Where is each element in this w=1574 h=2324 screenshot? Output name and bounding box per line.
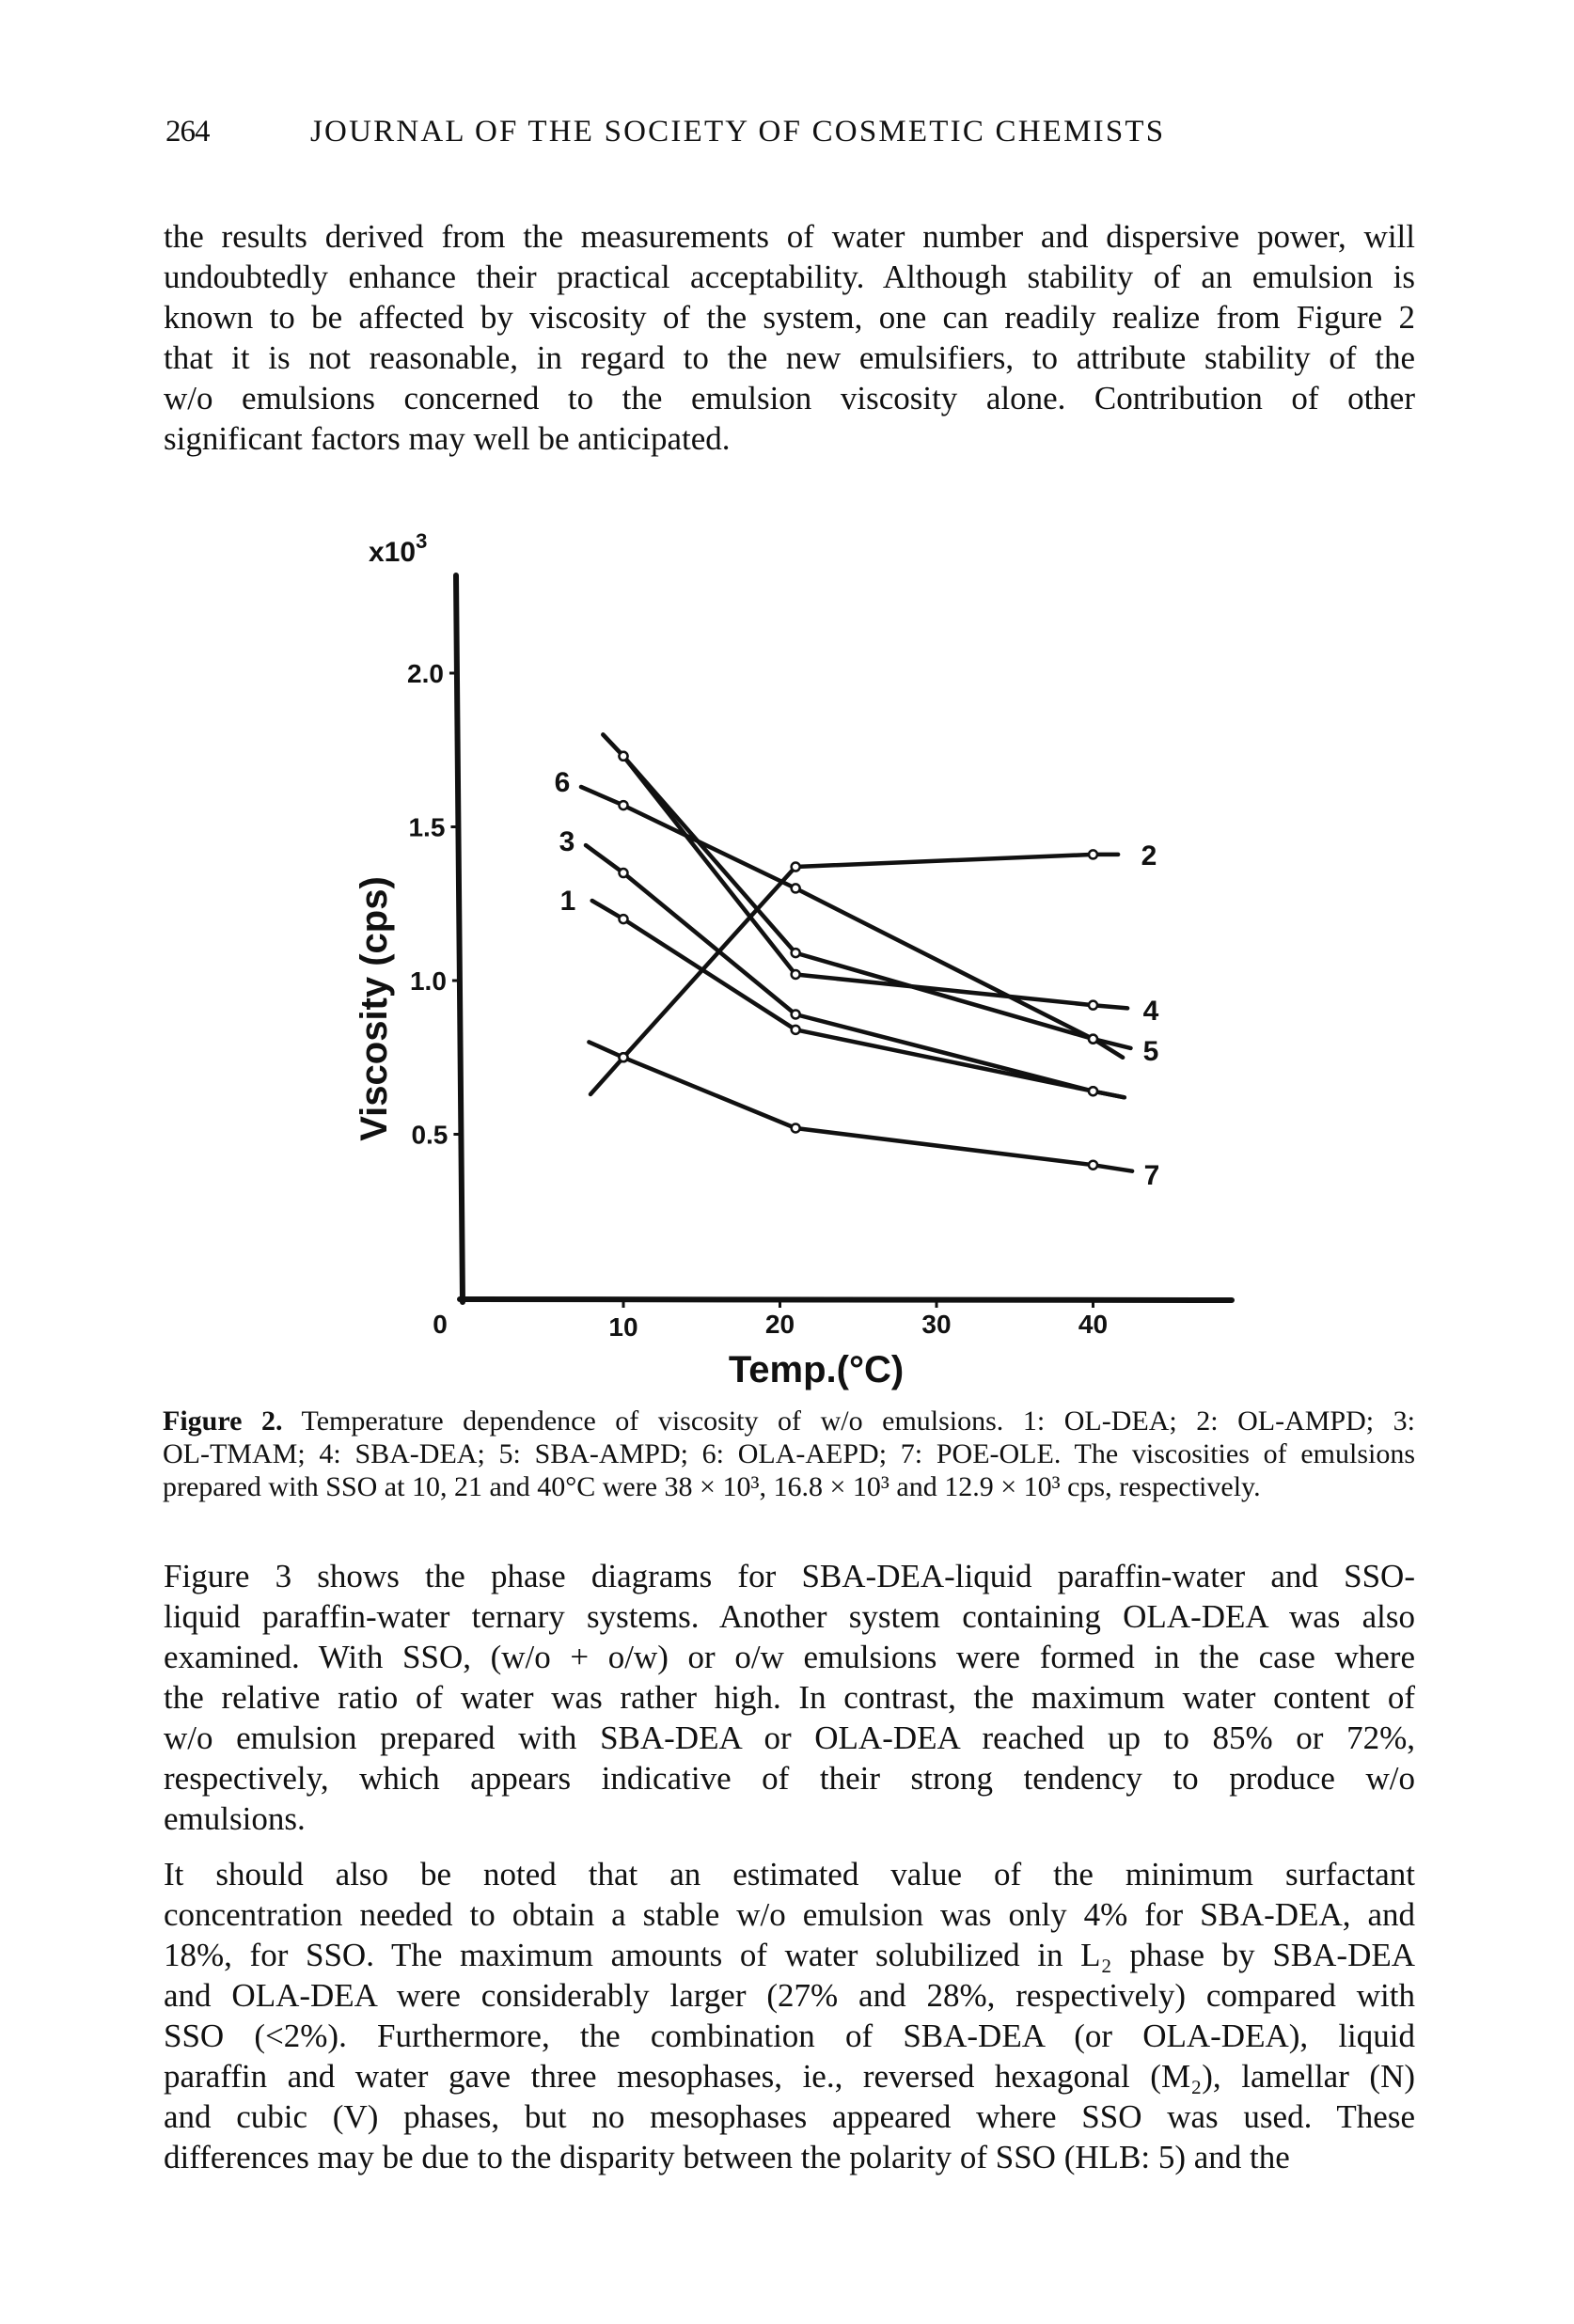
series-label: 1 xyxy=(559,886,576,917)
data-point xyxy=(620,869,628,877)
series-line xyxy=(586,845,1125,1097)
data-point xyxy=(792,949,800,957)
text-line: w/o emulsions concerned to the emulsion viscosity alone. Contribution of other xyxy=(164,380,1415,416)
x-tick-label: 20 xyxy=(764,1310,795,1339)
chart-series xyxy=(581,734,1132,1170)
x-tick-label: 10 xyxy=(608,1312,638,1342)
text-line: SSO (<2%). Furthermore, the combination of SBA-DEA (or OLA-DEA), liquid xyxy=(164,2018,1415,2054)
text-line: the results derived from the measurements of water number and dispersive power, will xyxy=(164,218,1415,255)
series-line xyxy=(603,734,1130,1048)
y-multiplier-exponent: 3 xyxy=(416,529,428,553)
series-6 xyxy=(581,787,1123,1058)
series-5 xyxy=(603,734,1130,1048)
data-point xyxy=(792,1123,800,1132)
data-point xyxy=(620,801,628,809)
data-point xyxy=(792,970,800,979)
y-axis-label: Viscosity (cps) xyxy=(354,876,395,1141)
data-point xyxy=(792,884,800,892)
series-2 xyxy=(590,850,1118,1094)
text-line: emulsions. xyxy=(164,1800,306,1837)
x-axis-label: Temp.(°C) xyxy=(728,1349,905,1390)
series-label: 5 xyxy=(1142,1036,1159,1067)
text-line: known to be affected by viscosity of the system, one can readily realize from Figure 2 xyxy=(164,299,1415,336)
y-tick-label: 1.5 xyxy=(408,812,446,842)
data-point xyxy=(620,915,628,923)
chart-text xyxy=(354,529,1159,1390)
series-label: 3 xyxy=(559,826,575,857)
text-line: significant factors may well be anticipated. xyxy=(164,420,731,457)
data-point xyxy=(1089,1001,1097,1010)
series-label: 6 xyxy=(554,767,571,798)
series-line xyxy=(590,855,1118,1094)
data-point xyxy=(1089,1087,1097,1095)
caption-line: OL-TMAM; 4: SBA-DEA; 5: SBA-AMPD; 6: OLA-AEPD; 7: POE-OLE. The viscosities of emulsions xyxy=(163,1438,1415,1469)
series-4 xyxy=(603,734,1127,1009)
chart-axes xyxy=(449,575,1232,1308)
y-tick-label: 1.0 xyxy=(409,966,447,996)
data-point xyxy=(620,752,628,761)
series-line xyxy=(581,787,1123,1058)
text-line: and OLA-DEA were considerably larger (27% and 28%, respectively) compared with xyxy=(164,1977,1415,2014)
data-point xyxy=(1089,850,1097,858)
journal-title: JOURNAL OF THE SOCIETY OF COSMETIC CHEMISTS xyxy=(310,115,1166,149)
text-line: and cubic (V) phases, but no mesophases appeared where SSO was used. These xyxy=(164,2098,1415,2135)
x-axis-line xyxy=(460,1299,1232,1300)
text-line: respectively, which appears indicative of their strong tendency to produce w/o xyxy=(164,1760,1415,1797)
text-line: 18%, for SSO. The maximum amounts of water solubilized in L₂ phase by SBA-DEA xyxy=(164,1937,1415,1973)
data-point xyxy=(620,1053,628,1061)
text-line: paraffin and water gave three mesophases, ie., reversed hexagonal (M₂), lamellar (N) xyxy=(164,2058,1415,2095)
text-line: w/o emulsion prepared with SBA-DEA or OLA-DEA reached up to 85% or 72%, xyxy=(164,1719,1415,1756)
series-1 xyxy=(592,901,1125,1097)
caption-figure-label: Figure 2. xyxy=(163,1405,283,1437)
body-paragraph xyxy=(164,216,1415,459)
data-point xyxy=(792,863,800,872)
y-axis-line xyxy=(456,575,463,1302)
series-line xyxy=(592,901,1125,1097)
data-point xyxy=(792,1010,800,1018)
data-point xyxy=(620,1053,628,1061)
y-multiplier-base: x10 xyxy=(369,537,417,568)
caption-line xyxy=(163,1405,1415,1437)
figure-caption xyxy=(163,1405,1415,1503)
y-multiplier-label xyxy=(369,529,427,568)
text-line: Figure 3 shows the phase diagrams for SBA-DEA-liquid paraffin-water and SSO- xyxy=(164,1558,1415,1594)
text-line: undoubtedly enhance their practical acceptability. Although stability of an emulsion is xyxy=(164,259,1415,295)
text-line: differences may be due to the disparity between the polarity of SSO (HLB: 5) and the xyxy=(164,2139,1290,2175)
text-line: examined. With SSO, (w/o + o/w) or o/w emulsions were formed in the case where xyxy=(164,1639,1415,1675)
data-point xyxy=(1089,1035,1097,1044)
caption-line: prepared with SSO at 10, 21 and 40°C were 38 × 10³, 16.8 × 10³ and 12.9 × 10³ cps, respectively. xyxy=(163,1471,1261,1502)
series-label: 2 xyxy=(1141,840,1157,872)
data-point xyxy=(620,752,628,761)
y-tick-label: 0.5 xyxy=(411,1120,449,1150)
body-paragraph xyxy=(164,1556,1415,1839)
data-point xyxy=(1089,1087,1097,1095)
x-tick-label: 0 xyxy=(433,1310,448,1339)
series-label: 7 xyxy=(1143,1160,1160,1191)
data-point xyxy=(1089,1161,1097,1170)
text-line: It should also be noted that an estimated value of the minimum surfactant xyxy=(164,1856,1415,1892)
text-line: concentration needed to obtain a stable w/o emulsion was only 4% for SBA-DEA, and xyxy=(164,1896,1415,1933)
series-line xyxy=(589,1042,1132,1170)
text-line: liquid paraffin-water ternary systems. Another system containing OLA-DEA was also xyxy=(164,1598,1415,1635)
data-point xyxy=(792,1026,800,1034)
series-3 xyxy=(586,845,1125,1097)
page-number: 264 xyxy=(165,115,210,149)
running-head xyxy=(165,113,1388,150)
series-line xyxy=(603,734,1127,1008)
text-line: that it is not reasonable, in regard to the new emulsifiers, to attribute stability of the xyxy=(164,339,1415,376)
x-tick-label: 30 xyxy=(921,1310,952,1339)
series-7 xyxy=(589,1042,1132,1170)
caption-text: Temperature dependence of viscosity of w/o emulsions. 1: OL-DEA; 2: OL-AMPD; 3: xyxy=(301,1405,1415,1437)
body-paragraph xyxy=(164,1854,1415,2177)
text-line: the relative ratio of water was rather high. In contrast, the maximum water content of xyxy=(164,1679,1415,1716)
y-tick-label: 2.0 xyxy=(407,659,444,688)
series-label: 4 xyxy=(1142,996,1159,1027)
x-tick-label: 40 xyxy=(1078,1310,1109,1339)
data-point xyxy=(1089,1035,1097,1044)
